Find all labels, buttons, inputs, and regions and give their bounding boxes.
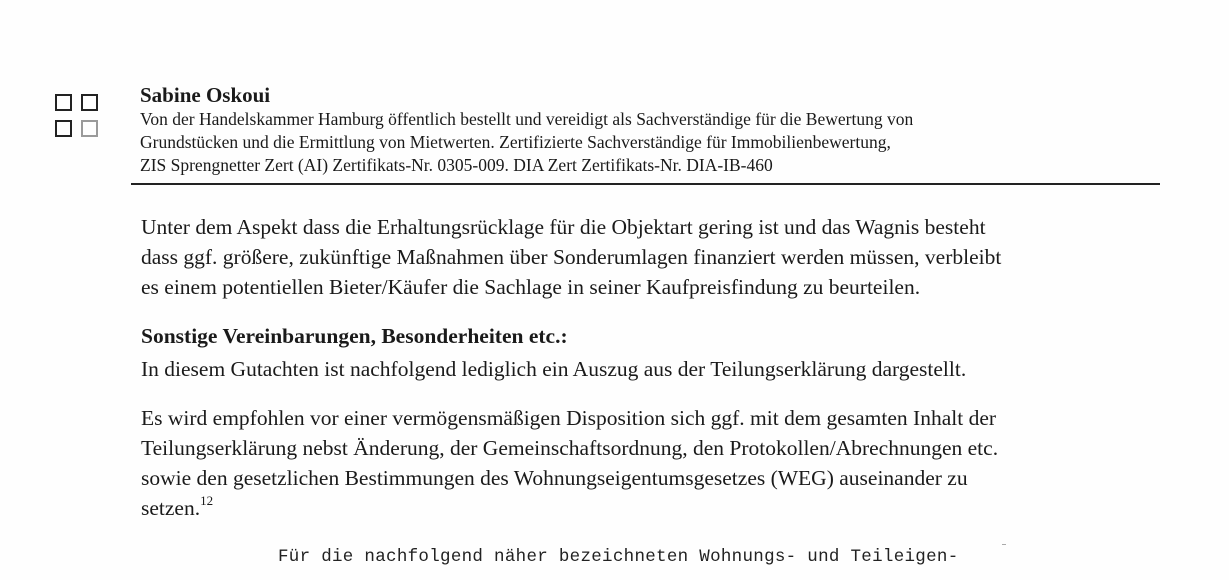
paragraph-line-text: setzen.: [141, 496, 201, 520]
footnote-marker: 12: [200, 493, 214, 508]
paragraph-maintenance-reserve: [141, 212, 1201, 302]
letterhead: [140, 82, 1140, 177]
section-heading: Sonstige Vereinbarungen, Besonderheiten etc.:: [141, 324, 568, 348]
scan-mark: [1002, 544, 1006, 545]
paragraph-line: sowie den gesetzlichen Bestimmungen des Wohnungseigentumsgesetzes (WEG) auseinander zu: [141, 466, 968, 490]
letterhead-line-1: Von der Handelskammer Hamburg öffentlich bestellt und vereidigt als Sachverständige für die Bewertung von: [140, 109, 914, 129]
paragraph-line: dass ggf. größere, zukünftige Maßnahmen über Sonderumlagen finanziert werden müssen, verbleibt: [141, 245, 1002, 269]
logo-square-bottom-left: [55, 120, 72, 137]
four-squares-logo-icon: [55, 94, 103, 142]
typewriter-excerpt-line: Für die nachfolgend näher bezeichneten Wohnungs- und Teileigen-: [278, 547, 959, 567]
paragraph-line: Es wird empfohlen vor einer vermögensmäßigen Disposition sich ggf. mit dem gesamten Inhalt der: [141, 406, 997, 430]
paragraph-line: es einem potentiellen Bieter/Käufer die Sachlage in seiner Kaufpreisfindung zu beurteilen.: [141, 275, 921, 299]
letterhead-line-3: ZIS Sprengnetter Zert (AI) Zertifikats-Nr. 0305-009. DIA Zert Zertifikats-Nr. DIA-IB-460: [140, 155, 773, 175]
letterhead-line-2: Grundstücken und die Ermittlung von Mietwerten. Zertifizierte Sachverständige für Immobilienbewertung,: [140, 132, 891, 152]
logo-square-top-left: [55, 94, 72, 111]
logo-square-bottom-right: [81, 120, 98, 137]
logo-square-top-right: [81, 94, 98, 111]
paragraph-recommendation: [141, 403, 1201, 523]
paragraph-excerpt-note: In diesem Gutachten ist nachfolgend lediglich ein Auszug aus der Teilungserklärung dargestellt.: [141, 357, 967, 381]
paragraph-line-last: [141, 493, 1201, 523]
paragraph-line: Teilungserklärung nebst Änderung, der Gemeinschaftsordnung, den Protokollen/Abrechnungen etc.: [141, 436, 999, 460]
paragraph-line: Unter dem Aspekt dass die Erhaltungsrücklage für die Objektart gering ist und das Wagnis besteht: [141, 215, 986, 239]
header-divider: [131, 183, 1160, 185]
expert-name: Sabine Oskoui: [140, 83, 271, 107]
